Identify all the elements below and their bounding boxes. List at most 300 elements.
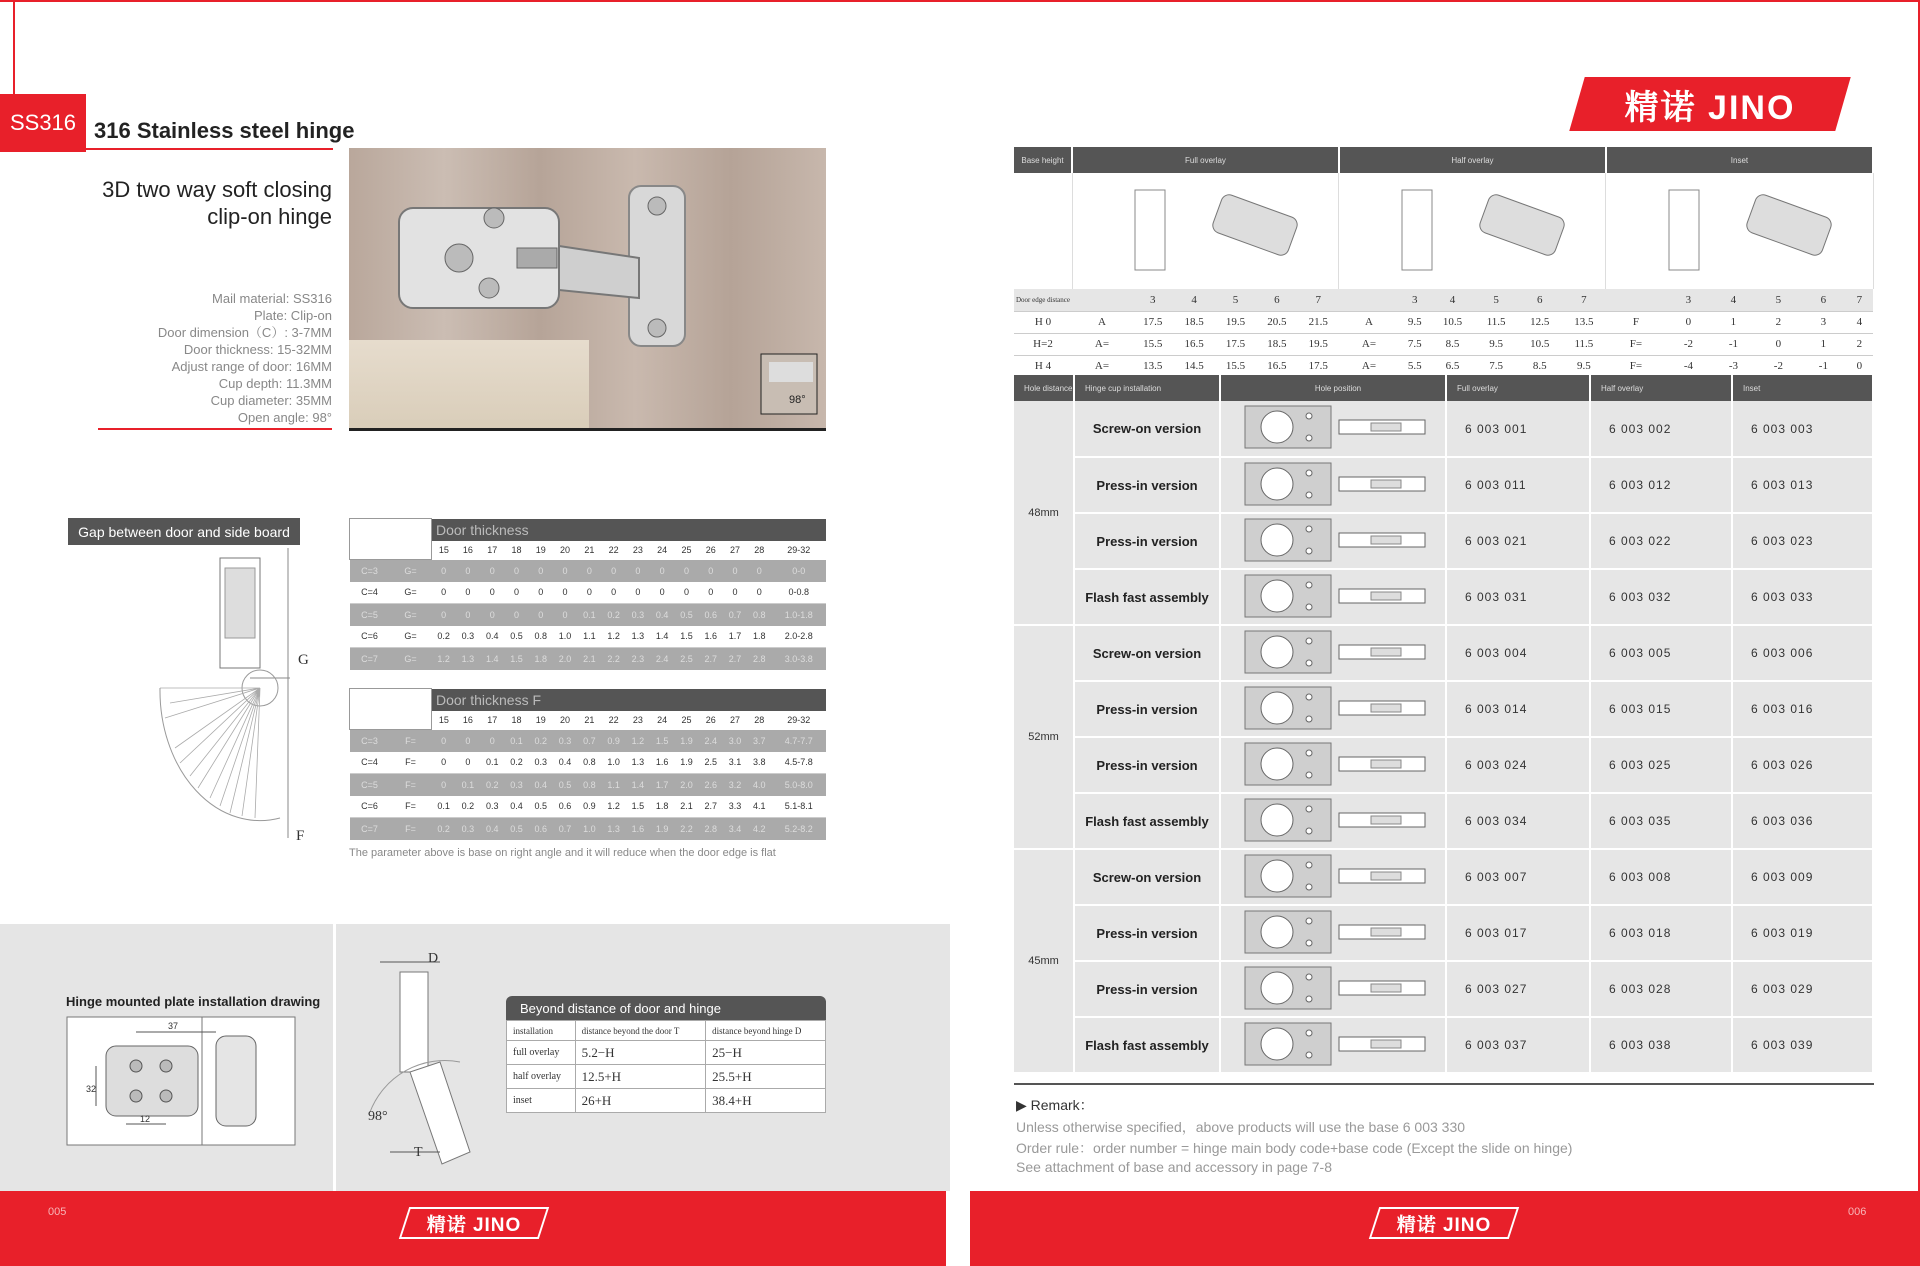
thickness-col: 24 [650, 711, 674, 730]
t1-col: 3 [1132, 289, 1173, 311]
t1-cell: 2 [1756, 311, 1801, 333]
gap-cell: 2.2 [674, 818, 698, 840]
hole-position-diagram [1220, 961, 1446, 1017]
thickness-col: 27 [723, 711, 747, 730]
gap-cell: 0 [432, 774, 456, 796]
gap-cell: 1.8 [529, 648, 553, 670]
gap-cell: 1.3 [601, 818, 625, 840]
hole-position-diagram [1220, 457, 1446, 513]
gap-cell: 0 [650, 560, 674, 582]
hole-position-diagram [1220, 905, 1446, 961]
gap-g-label: G [298, 652, 309, 668]
gap-cell: 0.1 [504, 730, 528, 752]
thickness-col: 26 [699, 711, 723, 730]
gap-f-table [349, 688, 826, 840]
gap-cell: 0.4 [553, 752, 577, 774]
gap-cell: 0.7 [723, 604, 747, 626]
thickness-col: 25 [674, 541, 698, 560]
gap-cell: 0.5 [529, 796, 553, 818]
side-d-label: D [428, 952, 439, 966]
t1-col: 7 [1846, 289, 1873, 311]
t1-cell: 20.5 [1256, 311, 1297, 333]
thickness-col: 18 [504, 711, 528, 730]
order-code: 6 003 026 [1732, 737, 1873, 793]
side-angle-label: 98° [368, 1109, 388, 1124]
gap-c-label: C=5 [350, 604, 390, 626]
model-code: SS316 [0, 94, 86, 152]
t1-cell: -1 [1711, 333, 1756, 355]
gap-cell: 0 [699, 560, 723, 582]
order-code: 6 003 032 [1590, 569, 1732, 625]
gap-cell: 0 [674, 582, 698, 604]
thickness-col: 21 [577, 711, 601, 730]
t2-header: Hole position [1220, 375, 1446, 401]
t1-cell: -3 [1711, 355, 1756, 377]
gap-cell: 0-0.8 [771, 582, 826, 604]
gap-cell: 2.7 [723, 648, 747, 670]
t1-cell: 15.5 [1132, 333, 1173, 355]
order-code: 6 003 002 [1590, 401, 1732, 457]
order-row [1014, 457, 1873, 513]
table-corner [350, 689, 432, 730]
gap-cell: 0.9 [577, 796, 601, 818]
gap-cell: 1.6 [650, 752, 674, 774]
gap-row [350, 730, 827, 752]
t1-var-label: F [1606, 311, 1666, 333]
t1-col: 5 [1475, 289, 1518, 311]
t1-row [1014, 355, 1873, 377]
inset-illustration [1606, 173, 1873, 289]
gap-cell: 1.7 [723, 626, 747, 648]
t1-empty [1014, 173, 1072, 289]
gap-cell: 0 [747, 582, 771, 604]
t1-base-height: H=2 [1014, 333, 1072, 355]
beyond-header-row [507, 1021, 826, 1041]
t1-cell: 18.5 [1173, 311, 1214, 333]
gap-cell: 0.3 [456, 626, 480, 648]
remark-title: ▶ Remark： [1016, 1097, 1094, 1113]
gap-cell: 0.5 [504, 626, 528, 648]
gap-v-label: G= [390, 626, 432, 648]
t2-header: Inset [1732, 375, 1873, 401]
t1-cell: 14.5 [1173, 355, 1214, 377]
gap-cell: 4.7-7.7 [771, 730, 826, 752]
gap-cell: 5.0-8.0 [771, 774, 826, 796]
gap-cell: 0 [577, 560, 601, 582]
hole-position-diagram [1220, 681, 1446, 737]
gap-cell: 1.4 [480, 648, 504, 670]
gap-cell: 0.2 [432, 818, 456, 840]
gap-cell: 0 [456, 604, 480, 626]
gap-cell: 0 [529, 604, 553, 626]
full-overlay-diagram [1085, 180, 1325, 280]
order-code: 6 003 015 [1590, 681, 1732, 737]
gap-cell: 4.1 [747, 796, 771, 818]
beyond-header: distance beyond hinge D [706, 1021, 826, 1041]
beyond-cell: 26+H [575, 1089, 706, 1113]
gap-cell: 3.4 [723, 818, 747, 840]
t1-cell: 19.5 [1215, 311, 1256, 333]
t1-cell: 18.5 [1256, 333, 1297, 355]
cup-installation: Flash fast assembly [1074, 1017, 1220, 1073]
t1-cell: 0 [1846, 355, 1873, 377]
gap-row [350, 626, 827, 648]
gap-c-label: C=3 [350, 560, 390, 582]
gap-v-label: F= [390, 730, 432, 752]
t1-cell: 16.5 [1173, 333, 1214, 355]
hole-position-diagram [1220, 737, 1446, 793]
inset-diagram [1619, 180, 1859, 280]
table-corner [350, 519, 432, 560]
t1-cell: 6.5 [1430, 355, 1474, 377]
spec-item: Cup depth: 11.3MM [218, 376, 332, 391]
hole-position-svg [1221, 402, 1445, 452]
t2-header: Hole distance [1014, 375, 1074, 401]
beyond-header: distance beyond the door T [575, 1021, 706, 1041]
gap-cell: 3.8 [747, 752, 771, 774]
gap-cell: 1.9 [674, 752, 698, 774]
beyond-row [507, 1041, 826, 1065]
subtitle-line-1: 3D two way soft closing [102, 177, 332, 202]
t1-col: 6 [1256, 289, 1297, 311]
t1-cell: 3 [1801, 311, 1846, 333]
footer-logo-right: 精诺 JINO [1396, 1214, 1492, 1236]
gap-cell: 0.3 [553, 730, 577, 752]
thickness-col: 16 [456, 541, 480, 560]
gap-cell: 0.3 [504, 774, 528, 796]
gap-cell: 0 [504, 560, 528, 582]
thickness-col: 15 [432, 711, 456, 730]
cup-installation: Press-in version [1074, 961, 1220, 1017]
thickness-col: 23 [626, 541, 650, 560]
hole-distance: 52mm [1014, 625, 1074, 849]
t1-cell: 9.5 [1475, 333, 1518, 355]
gap-cell: 0.2 [504, 752, 528, 774]
t1-cell: 2 [1846, 333, 1873, 355]
gap-cell: 4.2 [747, 818, 771, 840]
gap-cell: 1.7 [650, 774, 674, 796]
gap-row [350, 818, 827, 840]
hole-position-diagram [1220, 793, 1446, 849]
order-code: 6 003 022 [1590, 513, 1732, 569]
full-overlay-illustration [1072, 173, 1339, 289]
gap-cell: 0.4 [480, 818, 504, 840]
gap-cell: 1.0 [553, 626, 577, 648]
gap-cell: 0.2 [601, 604, 625, 626]
cup-installation: Press-in version [1074, 905, 1220, 961]
gap-cell: 0 [432, 582, 456, 604]
hole-position-svg [1221, 907, 1445, 957]
gap-cell: 1.4 [650, 626, 674, 648]
gap-cell: 0 [699, 582, 723, 604]
t1-var-label: A [1072, 311, 1132, 333]
t1-cell: 17.5 [1298, 355, 1339, 377]
t1-row [1014, 333, 1873, 355]
install-title: Hinge mounted plate installation drawing [66, 994, 321, 1009]
t1-cell: 10.5 [1518, 333, 1562, 355]
t1-col: 3 [1666, 289, 1711, 311]
gap-cell: 0 [626, 582, 650, 604]
gap-cell: 0 [480, 730, 504, 752]
t1-cell: 17.5 [1215, 333, 1256, 355]
order-code: 6 003 021 [1446, 513, 1590, 569]
t1-base-height: H 0 [1014, 311, 1072, 333]
gap-cell: 1.6 [626, 818, 650, 840]
spec-item: Plate: Clip-on [253, 308, 332, 323]
thickness-col: 25 [674, 711, 698, 730]
thickness-col: 19 [529, 541, 553, 560]
t1-cell: 19.5 [1298, 333, 1339, 355]
t1-row [1014, 311, 1873, 333]
gap-cell: 0.4 [650, 604, 674, 626]
thickness-col: 27 [723, 541, 747, 560]
hole-position-svg [1221, 571, 1445, 621]
gap-v-label: F= [390, 774, 432, 796]
t1-sub-label: Door edge distance [1014, 289, 1072, 311]
beyond-cell: 12.5+H [575, 1065, 706, 1089]
spec-item: Mail material: SS316 [212, 291, 332, 306]
gap-cell: 0 [456, 752, 480, 774]
gap-cell: 0.1 [432, 796, 456, 818]
thickness-col: 28 [747, 711, 771, 730]
gap-cell: 1.9 [674, 730, 698, 752]
dim-37: 37 [168, 1021, 179, 1031]
t1-spacer [1072, 289, 1132, 311]
top-logo: 精诺 JINO [1624, 88, 1796, 127]
gap-cell: 0.7 [553, 818, 577, 840]
gap-cell: 0 [529, 582, 553, 604]
side-t-label: T [414, 1145, 423, 1160]
spec-item: Open angle: 98° [237, 410, 332, 425]
gap-cell: 2.8 [699, 818, 723, 840]
t1-var-label: A [1339, 311, 1399, 333]
t1-cell: 13.5 [1562, 311, 1606, 333]
remark-line: Unless otherwise specified，above products will use the base 6 003 330 [1016, 1119, 1466, 1135]
gap-cell: 2.5 [699, 752, 723, 774]
gap-cell: 1.3 [456, 648, 480, 670]
gap-c-label: C=7 [350, 648, 390, 670]
t1-cell: 10.5 [1430, 311, 1474, 333]
t1-cell: -1 [1801, 355, 1846, 377]
gap-cell: 1.1 [577, 626, 601, 648]
t1-cell: 7.5 [1475, 355, 1518, 377]
order-code: 6 003 001 [1446, 401, 1590, 457]
gap-cell: 0 [601, 582, 625, 604]
order-code: 6 003 033 [1732, 569, 1873, 625]
side-view-diagram [360, 952, 490, 1170]
page-number-right: 006 [1848, 1206, 1867, 1218]
thickness-col: 24 [650, 541, 674, 560]
table-title: Door thickness [432, 519, 827, 541]
gap-row [350, 752, 827, 774]
gap-cell: 4.0 [747, 774, 771, 796]
gap-cell: 2.3 [626, 648, 650, 670]
gap-cell: 0.6 [553, 796, 577, 818]
t1-cell: 13.5 [1132, 355, 1173, 377]
cup-installation: Screw-on version [1074, 625, 1220, 681]
order-code: 6 003 037 [1446, 1017, 1590, 1073]
order-row [1014, 1017, 1873, 1073]
spec-list [100, 290, 332, 426]
t1-cell: 7.5 [1399, 333, 1431, 355]
gap-cell: 0.1 [577, 604, 601, 626]
gap-cell: 1.3 [626, 626, 650, 648]
gap-cell: 0.8 [577, 752, 601, 774]
gap-cell: 1.1 [601, 774, 625, 796]
gap-cell: 0.5 [553, 774, 577, 796]
t1-var-label: A= [1072, 355, 1132, 377]
t1-col: 5 [1215, 289, 1256, 311]
t1-cell: 1 [1801, 333, 1846, 355]
gap-cell: 5.2-8.2 [771, 818, 826, 840]
beyond-cell: 25.5+H [706, 1065, 826, 1089]
beyond-cell: half overlay [507, 1065, 576, 1089]
spec-item: Door dimension（C）: 3-7MM [157, 325, 332, 340]
gap-cell: 3.2 [723, 774, 747, 796]
product-subtitle [60, 176, 332, 230]
half-overlay-diagram [1352, 180, 1592, 280]
order-code: 6 003 018 [1590, 905, 1732, 961]
cup-installation: Press-in version [1074, 681, 1220, 737]
gap-v-label: G= [390, 582, 432, 604]
t1-cell: -2 [1756, 355, 1801, 377]
gap-cell: 0 [723, 560, 747, 582]
install-drawing [66, 1016, 296, 1146]
order-code: 6 003 028 [1590, 961, 1732, 1017]
thickness-col: 17 [480, 541, 504, 560]
gap-cell: 0.8 [747, 604, 771, 626]
gap-cell: 2.6 [699, 774, 723, 796]
gap-cell: 0 [674, 560, 698, 582]
base-height-table [1014, 147, 1874, 378]
gap-cell: 0 [432, 752, 456, 774]
gap-cell: 0.3 [480, 796, 504, 818]
t1-header: Full overlay [1072, 147, 1339, 173]
order-row [1014, 625, 1873, 681]
gap-cell: 0 [529, 560, 553, 582]
gap-cell: 2.4 [699, 730, 723, 752]
t1-cell: 12.5 [1518, 311, 1562, 333]
t1-var-label: A= [1339, 355, 1399, 377]
order-code: 6 003 036 [1732, 793, 1873, 849]
gap-cell: 0 [480, 582, 504, 604]
order-row [1014, 569, 1873, 625]
t1-header: Half overlay [1339, 147, 1606, 173]
order-code: 6 003 005 [1590, 625, 1732, 681]
t1-cell: 21.5 [1298, 311, 1339, 333]
beyond-cell: full overlay [507, 1041, 576, 1065]
gap-cell: 0.4 [529, 774, 553, 796]
hole-position-svg [1221, 627, 1445, 677]
order-code: 6 003 027 [1446, 961, 1590, 1017]
t1-cell: 11.5 [1562, 333, 1606, 355]
gap-c-label: C=4 [350, 582, 390, 604]
order-code: 6 003 038 [1590, 1017, 1732, 1073]
gap-cell: 3.1 [723, 752, 747, 774]
dim-32: 32 [86, 1084, 97, 1094]
gap-cell: 0 [626, 560, 650, 582]
remark-rule [1014, 1083, 1874, 1085]
order-row [1014, 905, 1873, 961]
cup-installation: Press-in version [1074, 513, 1220, 569]
gap-f-label: F [296, 828, 305, 844]
spec-item: Door thickness: 15-32MM [183, 342, 332, 357]
t1-cell: -4 [1666, 355, 1711, 377]
gap-cell: 0.3 [626, 604, 650, 626]
gap-cell: 1.6 [699, 626, 723, 648]
hole-position-diagram [1220, 401, 1446, 457]
beyond-cell: 25−H [706, 1041, 826, 1065]
gap-cell: 1.3 [626, 752, 650, 774]
photo-angle-label: 98° [789, 394, 806, 406]
beyond-table [506, 1020, 826, 1113]
beyond-title: Beyond distance of door and hinge [506, 996, 826, 1020]
hole-position-diagram [1220, 513, 1446, 569]
beyond-cell: inset [507, 1089, 576, 1113]
gap-cell: 1.4 [626, 774, 650, 796]
t1-header-row [1014, 147, 1873, 173]
gap-v-label: G= [390, 604, 432, 626]
order-row [1014, 849, 1873, 905]
specs-rule [98, 428, 332, 430]
t1-cell: 17.5 [1132, 311, 1173, 333]
footer-logo-left: 精诺 JINO [426, 1214, 522, 1236]
gap-cell: 3.3 [723, 796, 747, 818]
spec-item: Cup diameter: 35MM [210, 393, 332, 408]
thickness-col: 28 [747, 541, 771, 560]
gap-cell: 3.0 [723, 730, 747, 752]
gap-cell: 0.5 [674, 604, 698, 626]
t2-header: Half overlay [1590, 375, 1732, 401]
gap-cell: 0.4 [504, 796, 528, 818]
gap-cell: 0.1 [456, 774, 480, 796]
gap-diagram [150, 548, 320, 848]
t1-var-label: F= [1606, 355, 1666, 377]
gap-row [350, 774, 827, 796]
frame-left [13, 0, 15, 96]
hole-position-svg [1221, 459, 1445, 509]
gap-label: Gap between door and side board [68, 518, 300, 545]
gap-row [350, 560, 827, 582]
order-row [1014, 737, 1873, 793]
gap-cell: 0 [577, 582, 601, 604]
t1-base-height: H 4 [1014, 355, 1072, 377]
gap-cell: 1.9 [650, 818, 674, 840]
thickness-col: 18 [504, 541, 528, 560]
t1-col: 4 [1430, 289, 1474, 311]
order-code: 6 003 006 [1732, 625, 1873, 681]
thickness-col: 20 [553, 711, 577, 730]
gap-cell: 0 [723, 582, 747, 604]
thickness-col: 15 [432, 541, 456, 560]
gap-cell: 5.1-8.1 [771, 796, 826, 818]
gap-cell: 1.2 [626, 730, 650, 752]
beyond-cell: 5.2−H [575, 1041, 706, 1065]
order-code: 6 003 014 [1446, 681, 1590, 737]
gap-cell: 2.5 [674, 648, 698, 670]
hole-position-svg [1221, 515, 1445, 565]
gap-c-label: C=6 [350, 626, 390, 648]
gap-c-label: C=6 [350, 796, 390, 818]
order-code: 6 003 008 [1590, 849, 1732, 905]
remark-line: Order rule：order number = hinge main body code+base code (Except the slide on hinge) [1016, 1140, 1573, 1156]
t1-var-label: A= [1072, 333, 1132, 355]
gap-cell: 2.0 [553, 648, 577, 670]
gap-cell: 0.6 [529, 818, 553, 840]
spine-gap [946, 1191, 948, 1266]
gap-cell: 1.2 [432, 648, 456, 670]
frame-top [0, 0, 1920, 2]
